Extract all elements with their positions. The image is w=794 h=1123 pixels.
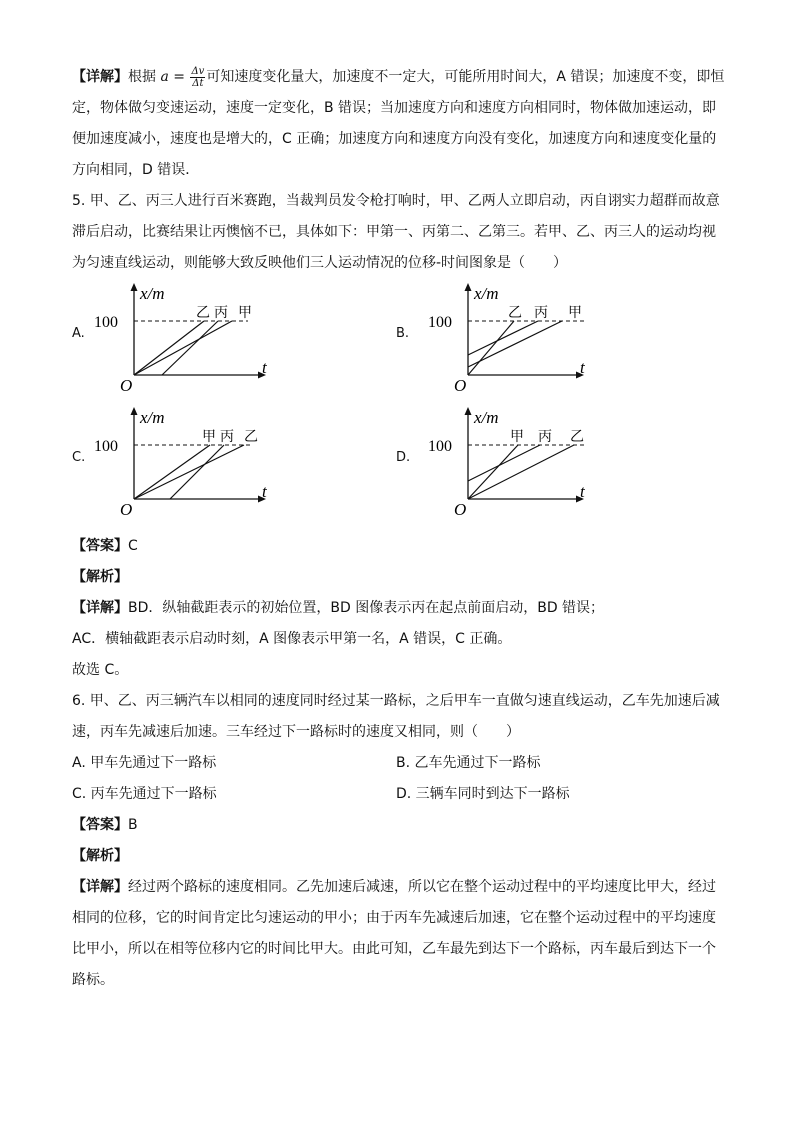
graph-a-svg	[90, 281, 280, 393]
detail-text: 经过两个路标的速度相同。乙先加速后减速，所以它在整个运动过程中的平均速度比甲大，经过	[128, 879, 716, 895]
ytick-100: 100	[428, 438, 452, 455]
origin-label: O	[454, 376, 467, 395]
q6-analysis-tag: 【解析】	[72, 848, 128, 864]
y-axis-label: x/m	[474, 408, 499, 427]
option-label: A.	[72, 326, 85, 341]
curve-label-1: 乙	[196, 305, 210, 321]
graph-c-svg	[90, 405, 280, 517]
curve-label-1: 乙	[508, 305, 522, 321]
y-axis-label: x/m	[140, 284, 165, 303]
curve-label-2: 丙	[538, 429, 552, 445]
q6-detail-line-2: 相同的位移，它的时间肯定比匀速运动的甲小；由于丙车先减速后加速，它在整个运动过程中的平均速度	[72, 910, 716, 926]
ytick-100: 100	[94, 438, 118, 455]
document-page	[72, 62, 724, 996]
detail-tag: 【详解】	[72, 600, 128, 616]
curve-label-2: 丙	[220, 429, 234, 445]
q5-answer	[72, 531, 724, 562]
t-axis-label: t	[262, 358, 267, 377]
choice-b[interactable]: B. 乙车先通过下一路标	[396, 755, 541, 771]
q5-stem-line-3: 为匀速直线运动，则能够大致反映他们三人运动情况的位移-时间图象是（ ）	[72, 255, 568, 271]
line-bing	[170, 445, 224, 499]
detail-text: BD．纵轴截距表示的初始位置，BD 图像表示丙在起点前面启动，BD 错误；	[128, 600, 605, 616]
t-axis-label: t	[580, 358, 585, 377]
q4-lead: 根据	[128, 69, 156, 85]
line-jia	[134, 321, 232, 375]
graph-option-a[interactable]	[72, 281, 402, 406]
line-jia	[134, 445, 210, 499]
x-axis-arrow	[131, 283, 138, 291]
q6-answer	[72, 810, 724, 841]
q5-graph-options	[72, 281, 724, 531]
graph-option-d[interactable]	[396, 405, 726, 530]
graph-option-c[interactable]	[72, 405, 402, 530]
graph-d-svg	[414, 405, 604, 517]
q6-detail-line-4: 路标。	[72, 972, 114, 988]
curve-label-1: 甲	[202, 429, 216, 445]
q5-stem-line-1: 5. 甲、乙、丙三人进行百米赛跑，当裁判员发令枪打响时，甲、乙两人立即启动，丙自诩实力超群而故意	[72, 193, 720, 209]
q5-detail-line-1	[72, 593, 724, 624]
graph-b-svg	[414, 281, 604, 393]
q6-detail-line-3: 比甲小，所以在相等位移内它的时间比甲大。由此可知，乙车最先到达下一个路标，丙车最后到达下一个	[72, 941, 716, 957]
detail-tag: 【详解】	[72, 69, 128, 85]
formula-denominator: Δt	[192, 77, 204, 89]
x-axis-arrow	[465, 407, 472, 415]
line-bing	[468, 445, 540, 481]
graph-option-b[interactable]	[396, 281, 726, 406]
x-axis-arrow	[465, 283, 472, 291]
detail-tag: 【详解】	[72, 879, 128, 895]
line-yi	[134, 321, 204, 375]
q5-stem-line-2: 滞后启动，比赛结果让丙懊恼不已，具体如下：甲第一、丙第二、乙第三。若甲、乙、丙三人的运动均视	[72, 224, 716, 240]
ytick-100: 100	[428, 314, 452, 331]
origin-label: O	[454, 500, 467, 519]
x-axis-arrow	[131, 407, 138, 415]
q5-detail-line-2: AC．横轴截距表示启动时刻，A 图像表示甲第一名，A 错误，C 正确。	[72, 631, 512, 647]
origin-label: O	[120, 500, 133, 519]
curve-label-2: 丙	[534, 305, 548, 321]
q4-detail-line-4: 方向相同，D 错误．	[72, 162, 200, 178]
line-yi	[134, 445, 244, 499]
answer-value: C	[128, 538, 138, 554]
answer-tag: 【答案】	[72, 817, 128, 833]
option-label: B.	[396, 326, 410, 341]
q6-detail-line-1	[72, 872, 724, 903]
answer-tag: 【答案】	[72, 538, 128, 554]
q5-detail-line-3: 故选 C。	[72, 662, 129, 678]
formula-eq: =	[168, 69, 190, 85]
q6-stem-line-1: 6. 甲、乙、丙三辆汽车以相同的速度同时经过某一路标，之后甲车一直做匀速直线运动，乙车先加速后减	[72, 693, 720, 709]
curve-label-1: 甲	[510, 429, 524, 445]
answer-value: B	[128, 817, 138, 833]
line-yi	[468, 445, 574, 499]
t-axis-label: t	[262, 482, 267, 501]
y-axis-label: x/m	[140, 408, 165, 427]
ytick-100: 100	[94, 314, 118, 331]
curve-label-3: 甲	[238, 305, 252, 321]
formula-fraction	[190, 66, 205, 89]
choice-d[interactable]: D. 三辆车同时到达下一路标	[396, 786, 570, 802]
q5-analysis-tag: 【解析】	[72, 569, 128, 585]
q4-detail-line-2: 定，物体做匀变速运动，速度一定变化，B 错误；当加速度方向和速度方向相同时，物体做加速运动，即	[72, 100, 717, 116]
choice-a[interactable]: A. 甲车先通过下一路标	[72, 755, 217, 771]
curve-label-2: 丙	[214, 305, 228, 321]
formula-a: a	[160, 69, 169, 85]
option-label: D.	[396, 450, 411, 465]
line-bing	[162, 321, 218, 375]
origin-label: O	[120, 376, 133, 395]
curve-label-3: 乙	[570, 429, 584, 445]
line-jia	[468, 445, 518, 499]
choice-c[interactable]: C. 丙车先通过下一路标	[72, 786, 217, 802]
option-label: C.	[72, 450, 86, 465]
line-jia	[468, 321, 562, 367]
t-axis-label: t	[580, 482, 585, 501]
q4-detail-line-1	[72, 62, 724, 93]
formula-numerator: Δv	[191, 65, 205, 77]
q6-stem-line-2: 速，丙车先减速后加速。三车经过下一路标时的速度又相同，则（ ）	[72, 724, 520, 740]
q4-line1-text: 可知速度变化量大，加速度不一定大，可能所用时间大，A 错误；加速度不变，即恒	[206, 69, 725, 85]
curve-label-3: 甲	[568, 305, 582, 321]
q6-choices	[72, 748, 724, 810]
curve-label-3: 乙	[244, 429, 258, 445]
q4-detail-line-3: 便加速度减小，速度也是增大的，C 正确；加速度方向和速度方向没有变化，加速度方向和速度变化量的	[72, 131, 717, 147]
y-axis-label: x/m	[474, 284, 499, 303]
